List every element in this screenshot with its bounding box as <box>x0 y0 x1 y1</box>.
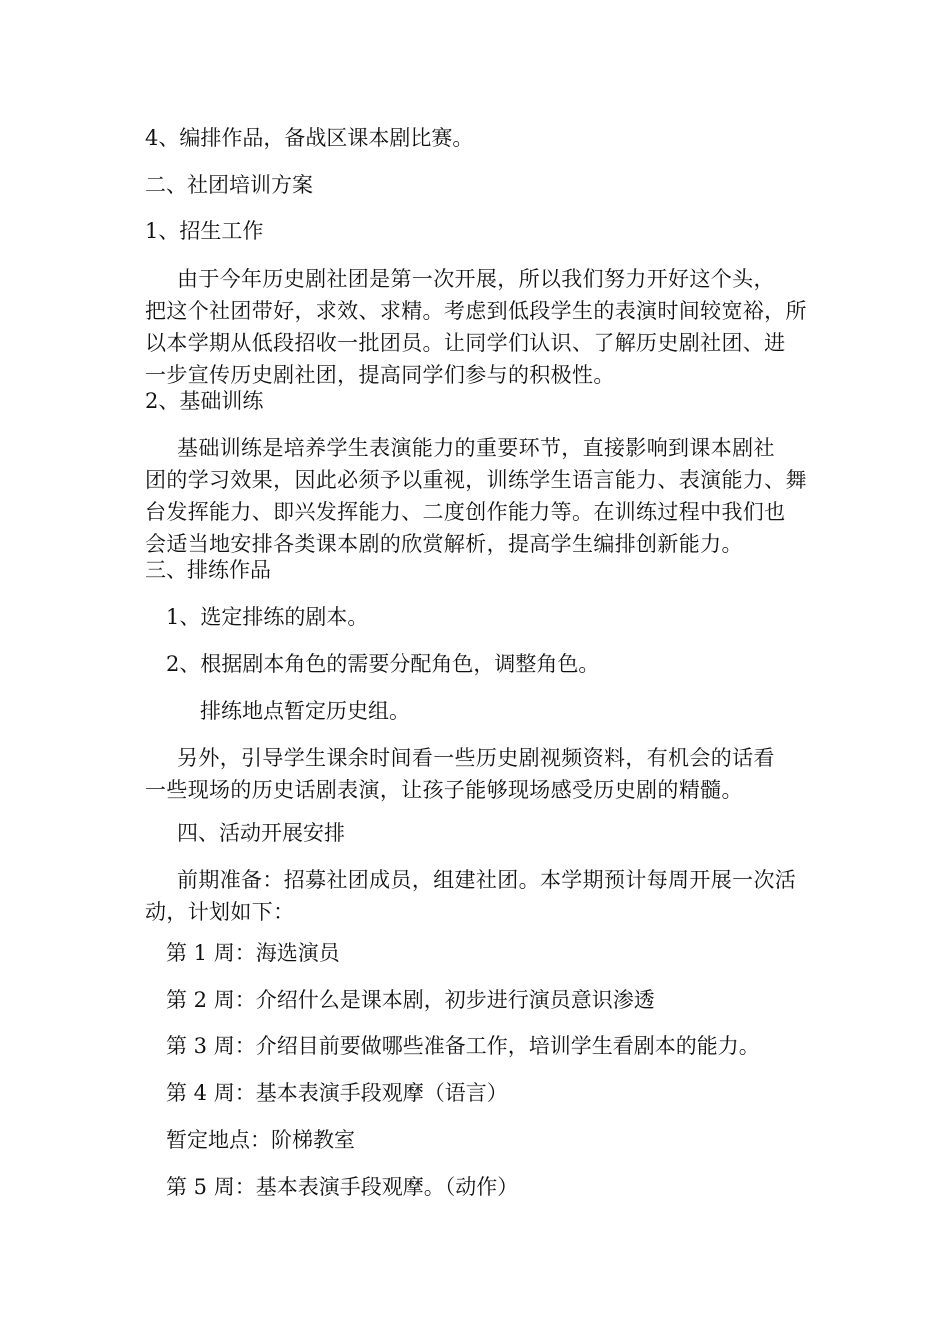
week-2-item: 第 2 周：介绍什么是课本剧，初步进行演员意识渗透 <box>166 988 655 1012</box>
preparation-paragraph <box>145 864 813 928</box>
section-2-heading: 二、社团培训方案 <box>145 173 313 197</box>
week-3-item: 第 3 周：介绍目前要做哪些准备工作，培训学生看剧本的能力。 <box>166 1034 760 1058</box>
recruitment-paragraph <box>145 263 813 391</box>
section-3-heading: 三、排练作品 <box>145 558 271 582</box>
item-4-compile-works: 4、编排作品，备战区课本剧比赛。 <box>145 126 474 150</box>
rehearsal-item-2: 2、根据剧本角色的需要分配角色，调整角色。 <box>166 652 600 676</box>
paragraph-line: 一步宣传历史剧社团，提高同学们参与的积极性。 <box>145 363 615 387</box>
recruitment-heading: 1、招生工作 <box>145 219 264 243</box>
paragraph-line: 台发挥能力、即兴发挥能力、二度创作能力等。在训练过程中我们也 <box>145 500 786 524</box>
paragraph-line: 动，计划如下： <box>145 900 295 924</box>
paragraph-line: 由于今年历史剧社团是第一次开展，所以我们努力开好这个头， <box>177 267 775 291</box>
paragraph-line: 前期准备：招募社团成员，组建社团。本学期预计每周开展一次活 <box>177 868 797 892</box>
rehearsal-item-1: 1、选定排练的剧本。 <box>166 605 369 629</box>
week-1-item: 第 1 周：海选演员 <box>166 941 340 965</box>
extra-activities-paragraph <box>145 742 813 806</box>
week-5-item: 第 5 周：基本表演手段观摩。（动作） <box>166 1175 519 1199</box>
paragraph-line: 另外，引导学生课余时间看一些历史剧视频资料，有机会的话看 <box>177 746 775 770</box>
paragraph-line: 基础训练是培养学生表演能力的重要环节，直接影响到课本剧社 <box>177 436 775 460</box>
basic-training-paragraph <box>145 432 813 560</box>
tentative-location: 暂定地点：阶梯教室 <box>166 1128 355 1152</box>
rehearsal-location: 排练地点暂定历史组。 <box>200 699 410 723</box>
section-4-heading: 四、活动开展安排 <box>177 821 345 845</box>
paragraph-line: 以本学期从低段招收一批团员。让同学们认识、了解历史剧社团、进 <box>145 331 786 355</box>
basic-training-heading: 2、基础训练 <box>145 389 264 413</box>
paragraph-line: 会适当地安排各类课本剧的欣赏解析，提高学生编排创新能力。 <box>145 532 743 556</box>
paragraph-line: 团的学习效果，因此必须予以重视，训练学生语言能力、表演能力、舞 <box>145 468 807 492</box>
paragraph-line: 把这个社团带好，求效、求精。考虑到低段学生的表演时间较宽裕，所 <box>145 299 807 323</box>
paragraph-line: 一些现场的历史话剧表演，让孩子能够现场感受历史剧的精髓。 <box>145 778 743 802</box>
week-4-item: 第 4 周：基本表演手段观摩（语言） <box>166 1081 508 1105</box>
